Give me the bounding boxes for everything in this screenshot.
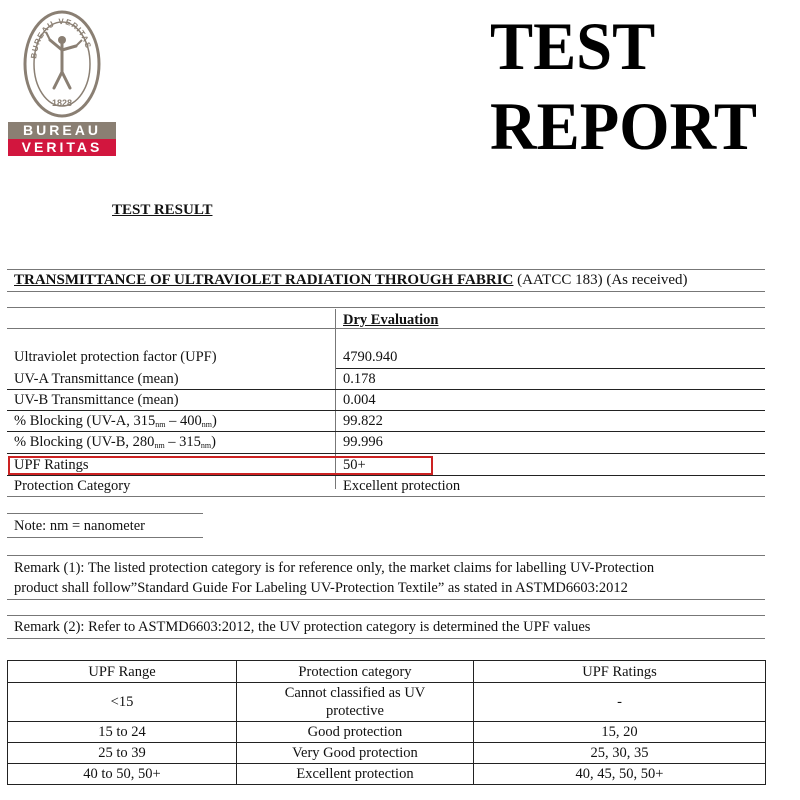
upf-ratings-highlight — [8, 456, 433, 475]
cell-upf-range: 25 to 39 — [8, 743, 237, 764]
upf-ratings-label: UPF Ratings — [14, 457, 89, 473]
table-header-row — [8, 661, 766, 683]
section-heading-main: TRANSMITTANCE OF ULTRAVIOLET RADIATION THROUGH FABRIC — [14, 272, 514, 288]
divider — [7, 307, 765, 308]
blocking-uva-label: % Blocking (UV-A, $315_{nm} - 400_{nm}$) — [14, 413, 217, 429]
report-title-line-1: TEST — [490, 8, 656, 84]
upf-value: 4790.940 — [343, 349, 398, 365]
table-row — [8, 722, 766, 743]
cell-upf-range: 40 to 50, 50+ — [8, 764, 237, 785]
header-upf-range: UPF Range — [8, 661, 237, 683]
divider — [7, 513, 203, 514]
header-protection-category: Protection category — [237, 661, 474, 683]
bureau-veritas-logo — [8, 10, 116, 156]
note-text: Note: nm = nanometer — [14, 518, 145, 534]
header-upf-ratings: UPF Ratings — [474, 661, 766, 683]
cell-upf-ratings: 25, 30, 35 — [474, 743, 766, 764]
cell-upf-ratings: - — [474, 683, 766, 722]
divider — [7, 389, 765, 390]
remark-1-line-1: Remark (1): The listed protection category is for reference only, the market claims for labelling UV-Protection — [14, 560, 655, 576]
section-heading-method: (AATCC 183) (As received) — [513, 272, 688, 288]
logo-band-bureau: BUREAU — [8, 122, 116, 139]
divider — [7, 431, 765, 432]
logo-seal-icon — [22, 10, 102, 120]
report-title-line-2: REPORT — [490, 88, 757, 164]
cell-protection-category: Good protection — [237, 722, 474, 743]
cell-upf-range: <15 — [8, 683, 237, 722]
divider — [7, 328, 765, 329]
protection-category-value: Excellent protection — [343, 478, 461, 494]
divider — [7, 537, 203, 538]
divider — [7, 453, 765, 454]
cell-upf-range: 15 to 24 — [8, 722, 237, 743]
cell-upf-ratings: 40, 45, 50, 50+ — [474, 764, 766, 785]
table-row — [8, 764, 766, 785]
upf-ratings-value: 50+ — [343, 457, 366, 473]
divider — [7, 638, 765, 639]
divider — [7, 269, 765, 270]
divider — [7, 291, 765, 292]
cell-upf-ratings: 15, 20 — [474, 722, 766, 743]
cell-protection-category: Very Good protection — [237, 743, 474, 764]
logo-ring-text: BUREAU VERITAS — [29, 16, 93, 60]
upf-label: Ultraviolet protection factor (UPF) — [14, 349, 217, 365]
blocking-uva-value: 99.822 — [343, 413, 383, 429]
divider — [7, 599, 765, 600]
upf-category-table — [7, 660, 766, 785]
table-row — [8, 683, 766, 722]
test-result-heading: TEST RESULT — [112, 202, 213, 218]
remark-2: Remark (2): Refer to ASTMD6603:2012, the UV protection category is determined the UPF values — [14, 619, 591, 635]
table-row — [8, 743, 766, 764]
uvb-value: 0.004 — [343, 392, 376, 408]
divider — [7, 615, 765, 616]
cell-protection-category: Cannot classified as UV protective — [237, 683, 474, 722]
column-header-dry-evaluation: Dry Evaluation — [343, 312, 439, 328]
logo-year: 1828 — [51, 98, 73, 108]
divider — [336, 368, 765, 369]
uva-value: 0.178 — [343, 371, 376, 387]
divider — [7, 555, 765, 556]
protection-category-label: Protection Category — [14, 478, 131, 494]
divider — [7, 410, 765, 411]
remark-1-line-2: product shall follow”Standard Guide For Labeling UV-Protection Textile” as stated in ASTMD6603:2012 — [14, 580, 628, 596]
uvb-label: UV-B Transmittance (mean) — [14, 392, 179, 408]
logo-band-veritas: VERITAS — [8, 139, 116, 156]
divider — [7, 496, 765, 497]
blocking-uvb-label: % Blocking (UV-B, $280_{nm} - 315_{nm}$) — [14, 434, 216, 450]
blocking-uvb-value: 99.996 — [343, 434, 383, 450]
section-heading — [14, 272, 688, 289]
uva-label: UV-A Transmittance (mean) — [14, 371, 179, 387]
divider — [7, 475, 765, 476]
cell-protection-category: Excellent protection — [237, 764, 474, 785]
